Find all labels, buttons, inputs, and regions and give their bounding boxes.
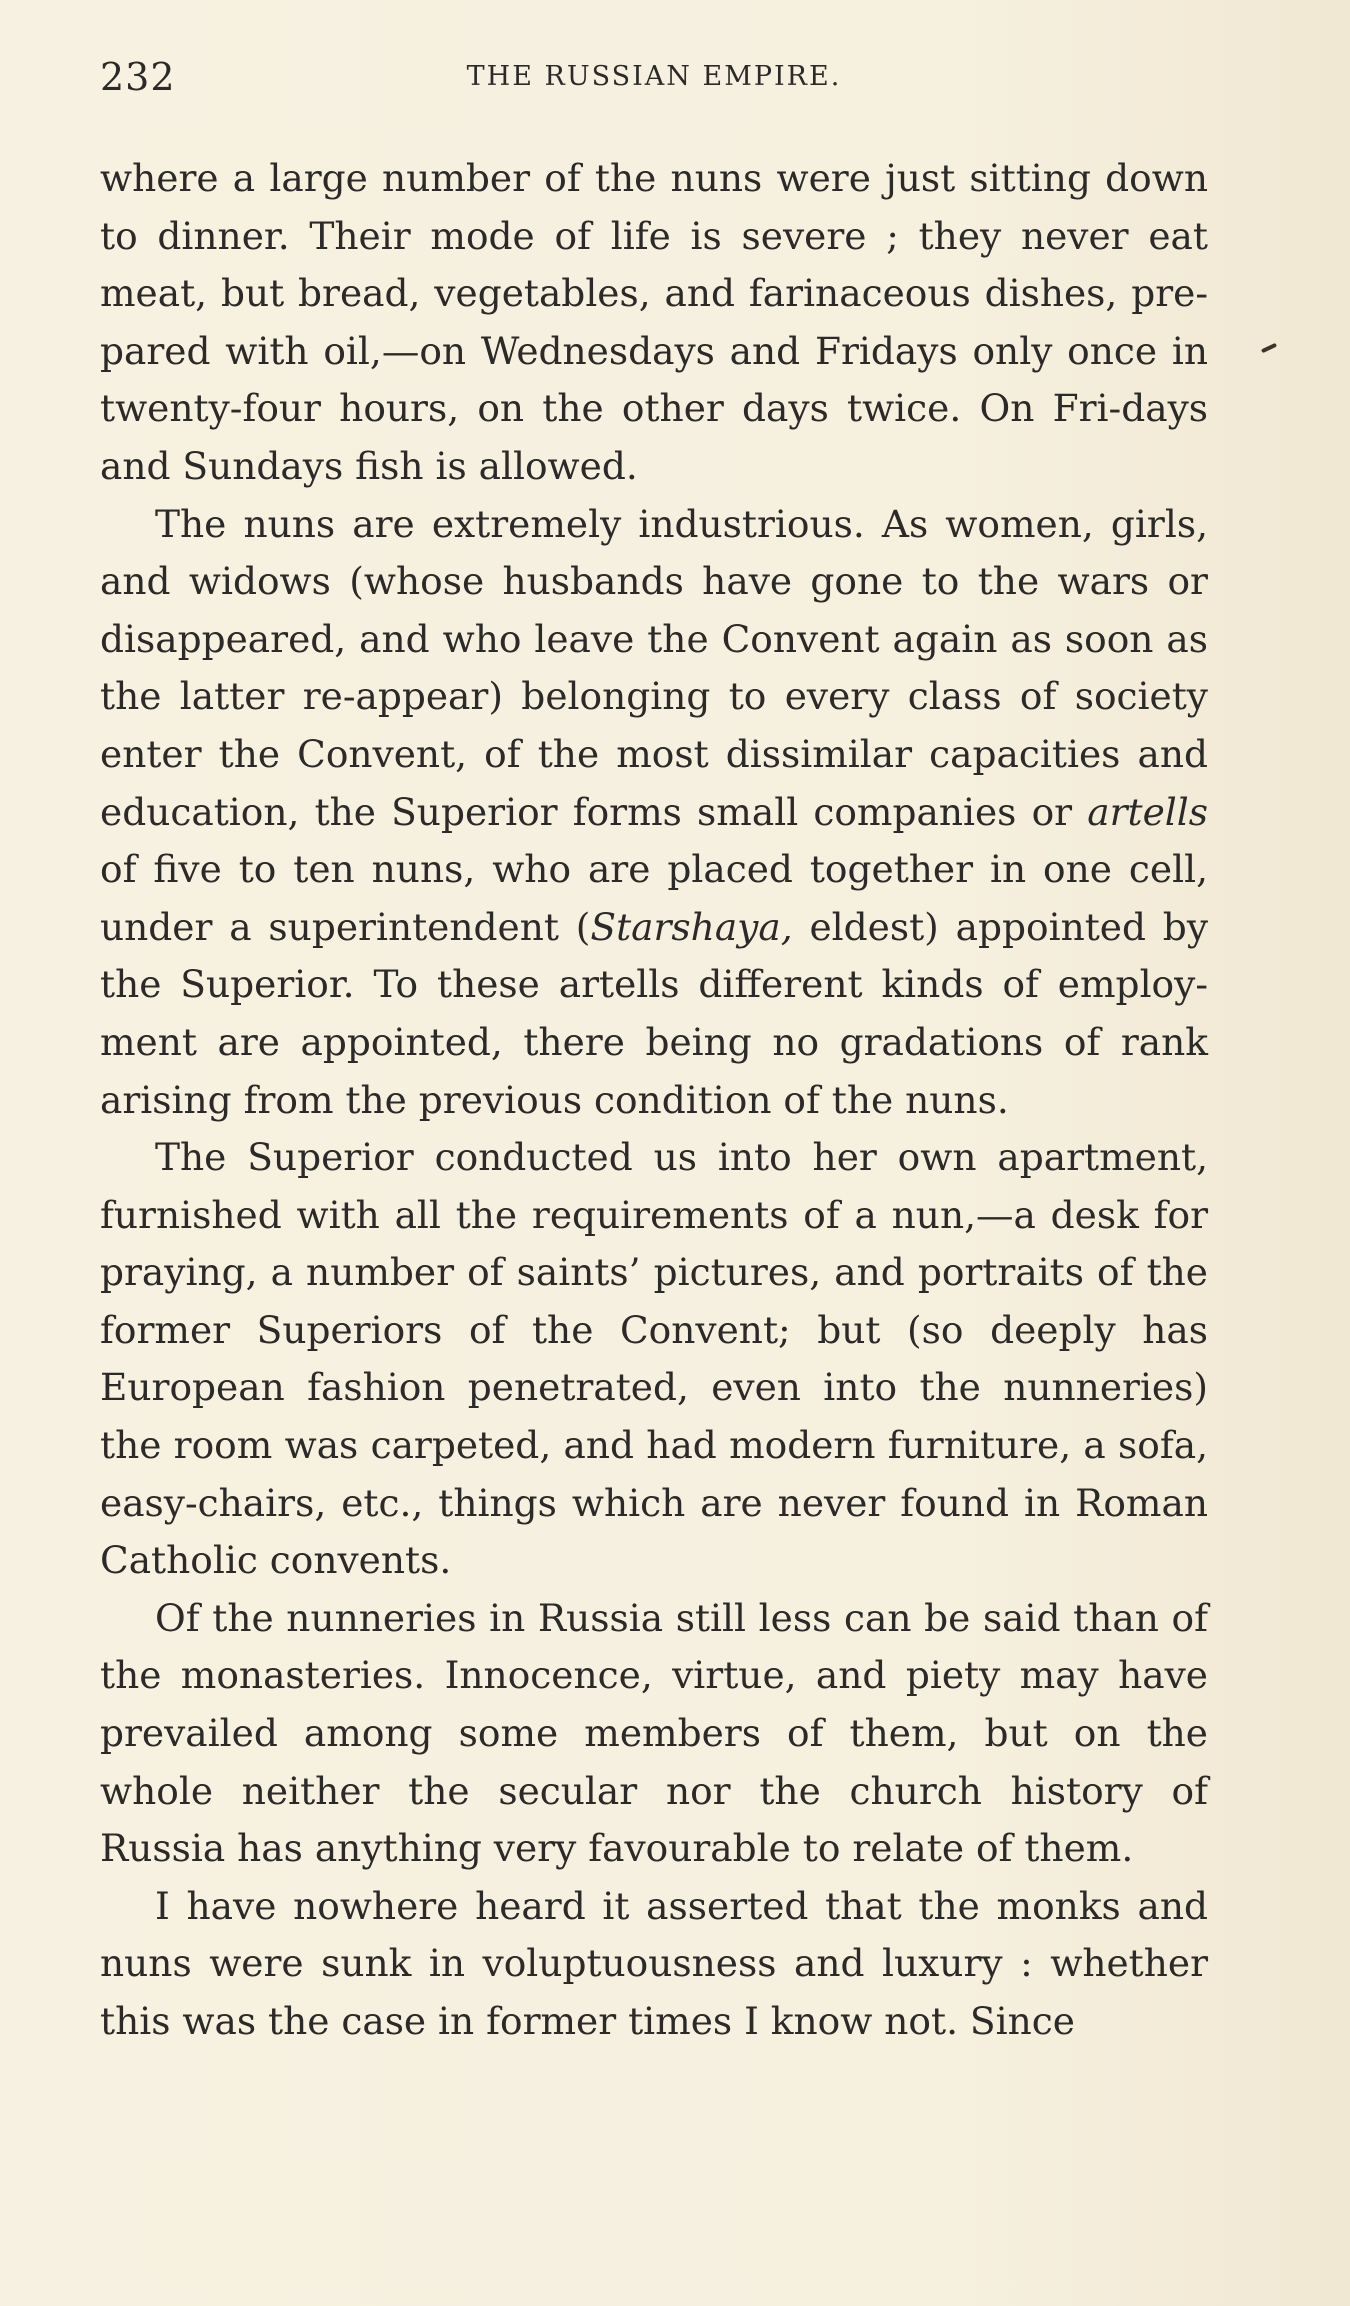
paragraph-2-part-b: of five to ten nuns, who are placed together in one cell, under a superintendent ( — [100, 847, 1208, 949]
paragraph-2-part-a: The nuns are extremely industrious. As women, girls, and widows (whose husbands have gone to the wars or disappeared, and who leave the Convent again as soon as the latter re-appear) belonging to every class of society enter the Convent, of the most dissimilar capacities and education, the Superior forms small companies or — [100, 501, 1208, 834]
body-text — [100, 150, 1208, 2051]
running-title: THE RUSSIAN EMPIRE. — [466, 61, 842, 92]
margin-pencil-mark — [1261, 343, 1277, 353]
page-number: 232 — [100, 55, 176, 99]
paragraph-4: Of the nunneries in Russia still less can be said than of the monasteries. Innocence, virtue, and piety may have prevailed among some members of them, but on the whole neither the secular nor the church history of Russia has anything very favourable to relate of them. — [100, 1595, 1208, 1871]
term-artells: artells — [1087, 789, 1208, 834]
term-starshaya: Starshaya, — [590, 904, 793, 949]
paragraph-1: where a large number of the nuns were just sitting down to dinner. Their mode of life is severe ; they never eat meat, but bread, vegetables, and farinaceous dishes, pre-pared with oil,—on Wednesdays and Fridays only once in twenty-four hours, on the other days twice. On Fri-days and Sundays fish is allowed. — [100, 156, 1208, 488]
paragraph-3: The Superior conducted us into her own apartment, furnished with all the requirements of a nun,—a desk for praying, a number of saints’ pictures, and portraits of the former Superiors of the Convent; but (so deeply has European fashion penetrated, even into the nunneries) the room was carpeted, and had modern furniture, a sofa, easy-chairs, etc., things which are never found in Roman Catholic convents. — [100, 1135, 1208, 1583]
paragraph-2 — [100, 496, 1208, 1130]
page-header — [100, 52, 1208, 102]
paragraph-2-part-c: eldest) appointed by the Superior. To these artells different kinds of employ-ment are appointed, there being no gradations of rank arising from the previous condition of the nuns. — [100, 904, 1209, 1122]
paragraph-5: I have nowhere heard it asserted that the monks and nuns were sunk in voluptuousness and luxury : whether this was the case in former times I know not. Since — [100, 1883, 1208, 2043]
